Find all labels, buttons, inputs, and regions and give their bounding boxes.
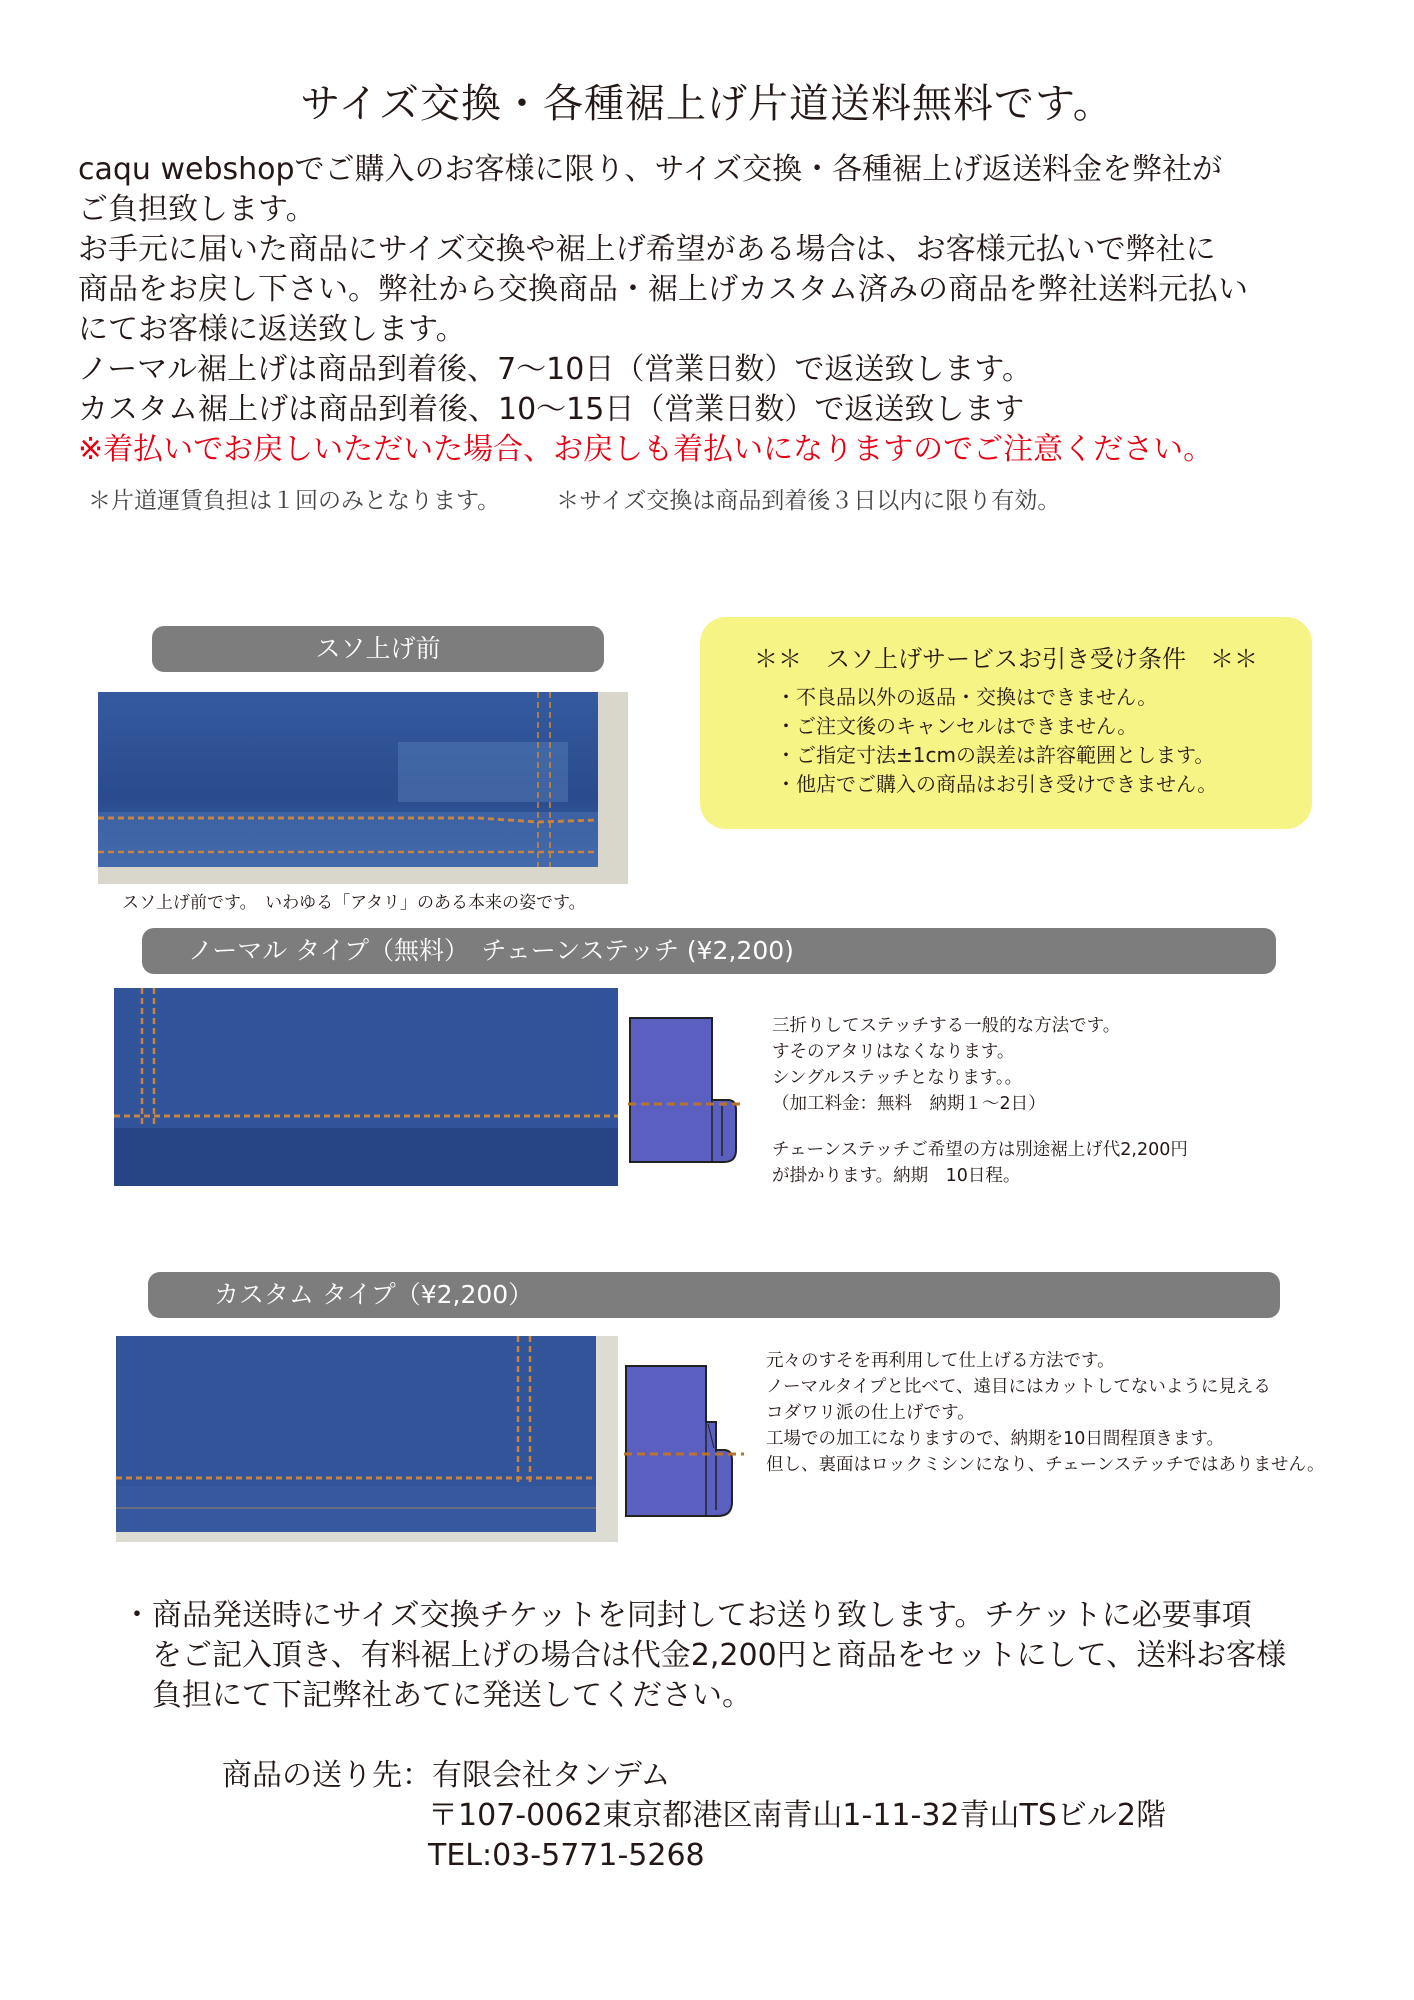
address-recipient: 商品の送り先：有限会社タンデム bbox=[222, 1758, 671, 1793]
before-photo bbox=[98, 692, 628, 884]
desc-line: （加工料金：無料 納期１〜2日） bbox=[772, 1094, 1046, 1114]
address-postal: 〒107-0062東京都港区南青山1-11-32青山TSビル2階 bbox=[428, 1798, 1166, 1833]
intro-line: にてお客様に返送致します。 bbox=[78, 312, 466, 347]
normal-hem-diagram-svg bbox=[628, 1016, 748, 1166]
conditions-list bbox=[776, 683, 1217, 799]
custom-description bbox=[766, 1348, 1325, 1478]
intro-line: カスタム裾上げは商品到着後、10〜15日（営業日数）で返送致します bbox=[78, 392, 1025, 427]
intro-line: ノーマル裾上げは商品到着後、7〜10日（営業日数）で返送致します。 bbox=[78, 352, 1032, 387]
custom-hem-diagram bbox=[624, 1364, 748, 1520]
bottom-line: ・商品発送時にサイズ交換チケットを同封してお送り致します。チケットに必要事項 bbox=[122, 1598, 1252, 1633]
intro-line: caqu webshopでご購入のお客様に限り、サイズ交換・各種裾上げ返送料金を弊社が bbox=[78, 152, 1223, 187]
desc-line: コダワリ派の仕上げです。 bbox=[766, 1403, 975, 1423]
desc-line: 元々のすそを再利用して仕上げる方法です。 bbox=[766, 1351, 1115, 1371]
note-one-time: ＊片道運賃負担は１回のみとなります。 bbox=[88, 488, 501, 514]
desc-line: が掛かります。納期 10日程。 bbox=[772, 1166, 1021, 1186]
before-label: スソ上げ前 bbox=[152, 626, 604, 672]
intro-line: 商品をお戻し下さい。弊社から交換商品・裾上げカスタム済みの商品を弊社送料元払い bbox=[78, 272, 1248, 307]
condition-item: ・他店でご購入の商品はお引き受けできません。 bbox=[776, 772, 1218, 796]
before-caption: スソ上げ前です。 いわゆる「アタリ」のある本来の姿です。 bbox=[122, 893, 586, 913]
custom-hem-diagram-svg bbox=[624, 1364, 748, 1520]
intro-line: お手元に届いた商品にサイズ交換や裾上げ希望がある場合は、お客様元払いで弊社に bbox=[78, 232, 1216, 267]
desc-line: ノーマルタイプと比べて、遠目にはカットしてないように見える bbox=[766, 1377, 1271, 1397]
condition-item: ・ご指定寸法±1cmの誤差は許容範囲とします。 bbox=[776, 743, 1215, 767]
shipping-instructions bbox=[122, 1596, 1286, 1716]
note-exchange-limit: ＊サイズ交換は商品到着後３日以内に限り有効。 bbox=[556, 488, 1061, 514]
conditions-title: ＊＊ スソ上げサービスお引き受け条件 ＊＊ bbox=[754, 645, 1258, 673]
normal-description bbox=[772, 1013, 1188, 1189]
notes bbox=[88, 482, 1060, 515]
bottom-line: をご記入頂き、有料裾上げの場合は代金2,200円と商品をセットにして、送料お客様 bbox=[122, 1638, 1287, 1673]
warning-text: ※着払いでお戻しいただいた場合、お戻しも着払いになりますのでご注意ください。 bbox=[78, 432, 1214, 467]
desc-line: 三折りしてステッチする一般的な方法です。 bbox=[772, 1016, 1121, 1036]
condition-item: ・不良品以外の返品・交換はできません。 bbox=[776, 685, 1158, 709]
desc-line: すそのアタリはなくなります。 bbox=[772, 1042, 1015, 1062]
conditions-box bbox=[700, 617, 1312, 829]
desc-line: チェーンステッチご希望の方は別途裾上げ代2,200円 bbox=[772, 1140, 1188, 1160]
denim-hem-custom-image bbox=[116, 1336, 618, 1542]
desc-line: 工場での加工になりますので、納期を10日間程頂きます。 bbox=[766, 1429, 1225, 1449]
normal-photo bbox=[114, 988, 618, 1186]
normal-label: ノーマル タイプ（無料） チェーンステッチ (¥2,200) bbox=[142, 928, 1276, 974]
desc-line bbox=[772, 1117, 1188, 1137]
custom-photo bbox=[116, 1336, 618, 1542]
custom-label: カスタム タイプ（¥2,200） bbox=[148, 1272, 1280, 1318]
page-title: サイズ交換・各種裾上げ片道送料無料です。 bbox=[300, 81, 1114, 127]
condition-item: ・ご注文後のキャンセルはできません。 bbox=[776, 714, 1138, 738]
desc-line: シングルステッチとなります。。 bbox=[772, 1068, 1023, 1088]
denim-hem-before-image bbox=[98, 692, 628, 884]
bottom-line: 負担にて下記弊社あてに発送してください。 bbox=[122, 1678, 752, 1713]
address-phone: TEL:03-5771-5268 bbox=[428, 1838, 705, 1873]
denim-hem-normal-image bbox=[114, 988, 618, 1186]
normal-hem-diagram bbox=[628, 1016, 748, 1166]
intro-text bbox=[78, 150, 1368, 470]
shipping-address bbox=[222, 1756, 1166, 1876]
intro-line: ご負担致します。 bbox=[78, 192, 316, 227]
desc-line: 但し、裏面はロックミシンになり、チェーンステッチではありません。 bbox=[766, 1455, 1325, 1475]
